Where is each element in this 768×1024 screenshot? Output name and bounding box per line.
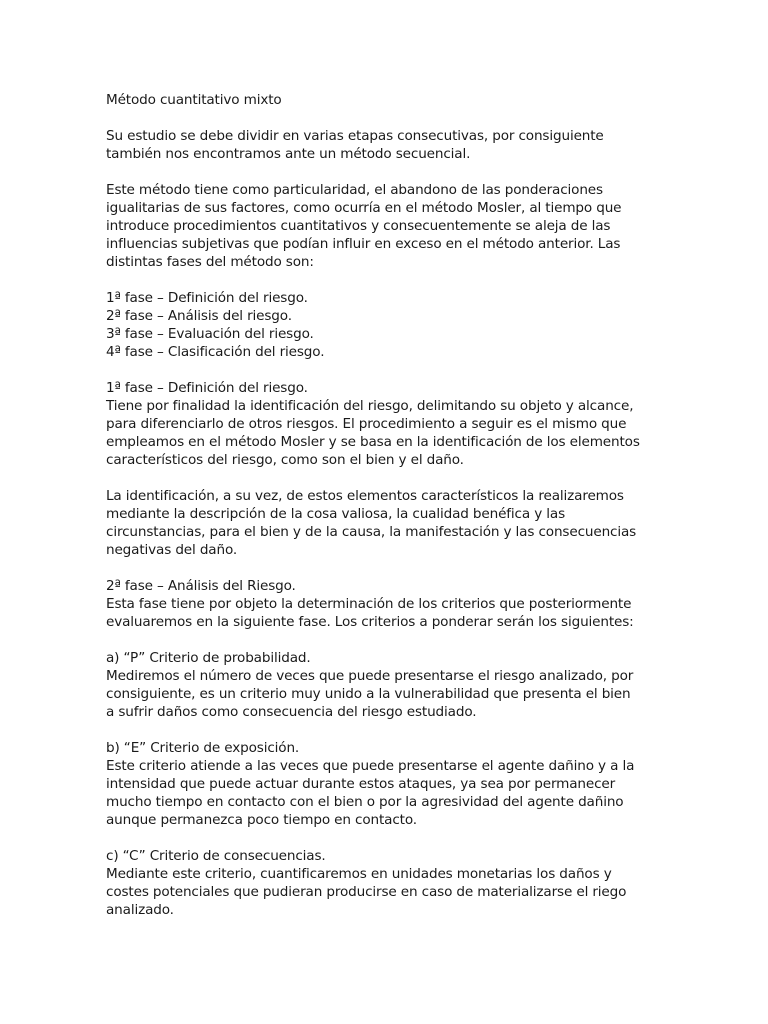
section-heading: c) “C” Criterio de consecuencias. xyxy=(106,848,326,864)
text-line: consiguiente, es un criterio muy unido a la vulnerabilidad que presenta el bien xyxy=(106,686,631,702)
text-line: costes potenciales que pudieran producirse en caso de materializarse el riego xyxy=(106,884,627,900)
text-line: empleamos en el método Mosler y se basa en la identificación de los elementos xyxy=(106,434,640,450)
text-line: introduce procedimientos cuantitativos y consecuentemente se aleja de las xyxy=(106,218,611,234)
text-line: Este criterio atiende a las veces que puede presentarse el agente dañino y a la xyxy=(106,758,635,774)
section-heading: b) “E” Criterio de exposición. xyxy=(106,740,300,756)
text-line: aunque permanezca poco tiempo en contacto. xyxy=(106,812,417,828)
list-fases xyxy=(106,289,666,361)
text-line: Esta fase tiene por objeto la determinación de los criterios que posteriormente xyxy=(106,596,632,612)
paragraph-identificacion xyxy=(106,487,666,559)
paragraph-intro xyxy=(106,127,666,163)
section-criterio-e xyxy=(106,739,666,829)
list-item: 4ª fase – Clasificación del riesgo. xyxy=(106,344,325,360)
text-line: para diferenciarlo de otros riesgos. El procedimiento a seguir es el mismo que xyxy=(106,416,627,432)
text-line: Mediremos el número de veces que puede presentarse el riesgo analizado, por xyxy=(106,668,634,684)
text-line: intensidad que puede actuar durante estos ataques, ya sea por permanecer xyxy=(106,776,616,792)
section-criterio-p xyxy=(106,649,666,721)
list-item: 1ª fase – Definición del riesgo. xyxy=(106,290,308,306)
text-line: evaluaremos en la siguiente fase. Los criterios a ponderar serán los siguientes: xyxy=(106,614,634,630)
paragraph-particularidad xyxy=(106,181,666,271)
section-criterio-c xyxy=(106,847,666,919)
text-line: negativas del daño. xyxy=(106,542,238,558)
document-title: Método cuantitativo mixto xyxy=(106,92,282,108)
text-line: distintas fases del método son: xyxy=(106,254,314,270)
text-line: Mediante este criterio, cuantificaremos en unidades monetarias los daños y xyxy=(106,866,612,882)
section-heading: 1ª fase – Definición del riesgo. xyxy=(106,380,308,396)
text-line: influencias subjetivas que podían influir en exceso en el método anterior. Las xyxy=(106,236,621,252)
text-line: Su estudio se debe dividir en varias etapas consecutivas, por consiguiente xyxy=(106,128,604,144)
list-item: 3ª fase – Evaluación del riesgo. xyxy=(106,326,314,342)
text-line: analizado. xyxy=(106,902,174,918)
text-line: mucho tiempo en contacto con el bien o por la agresividad del agente dañino xyxy=(106,794,624,810)
text-line: mediante la descripción de la cosa valiosa, la cualidad benéfica y las xyxy=(106,506,566,522)
section-heading: 2ª fase – Análisis del Riesgo. xyxy=(106,578,296,594)
text-line: característicos del riesgo, como son el bien y el daño. xyxy=(106,452,464,468)
section-heading: a) “P” Criterio de probabilidad. xyxy=(106,650,311,666)
text-line: La identificación, a su vez, de estos elementos característicos la realizaremos xyxy=(106,488,624,504)
document-page xyxy=(106,91,666,937)
text-line: circunstancias, para el bien y de la causa, la manifestación y las consecuencias xyxy=(106,524,637,540)
list-item: 2ª fase – Análisis del riesgo. xyxy=(106,308,292,324)
section-fase1 xyxy=(106,379,666,469)
text-line: igualitarias de sus factores, como ocurría en el método Mosler, al tiempo que xyxy=(106,200,622,216)
text-line: a sufrir daños como consecuencia del riesgo estudiado. xyxy=(106,704,477,720)
text-line: Este método tiene como particularidad, el abandono de las ponderaciones xyxy=(106,182,603,198)
text-line: también nos encontramos ante un método secuencial. xyxy=(106,146,471,162)
text-line: Tiene por finalidad la identificación del riesgo, delimitando su objeto y alcance, xyxy=(106,398,634,414)
section-fase2 xyxy=(106,577,666,631)
